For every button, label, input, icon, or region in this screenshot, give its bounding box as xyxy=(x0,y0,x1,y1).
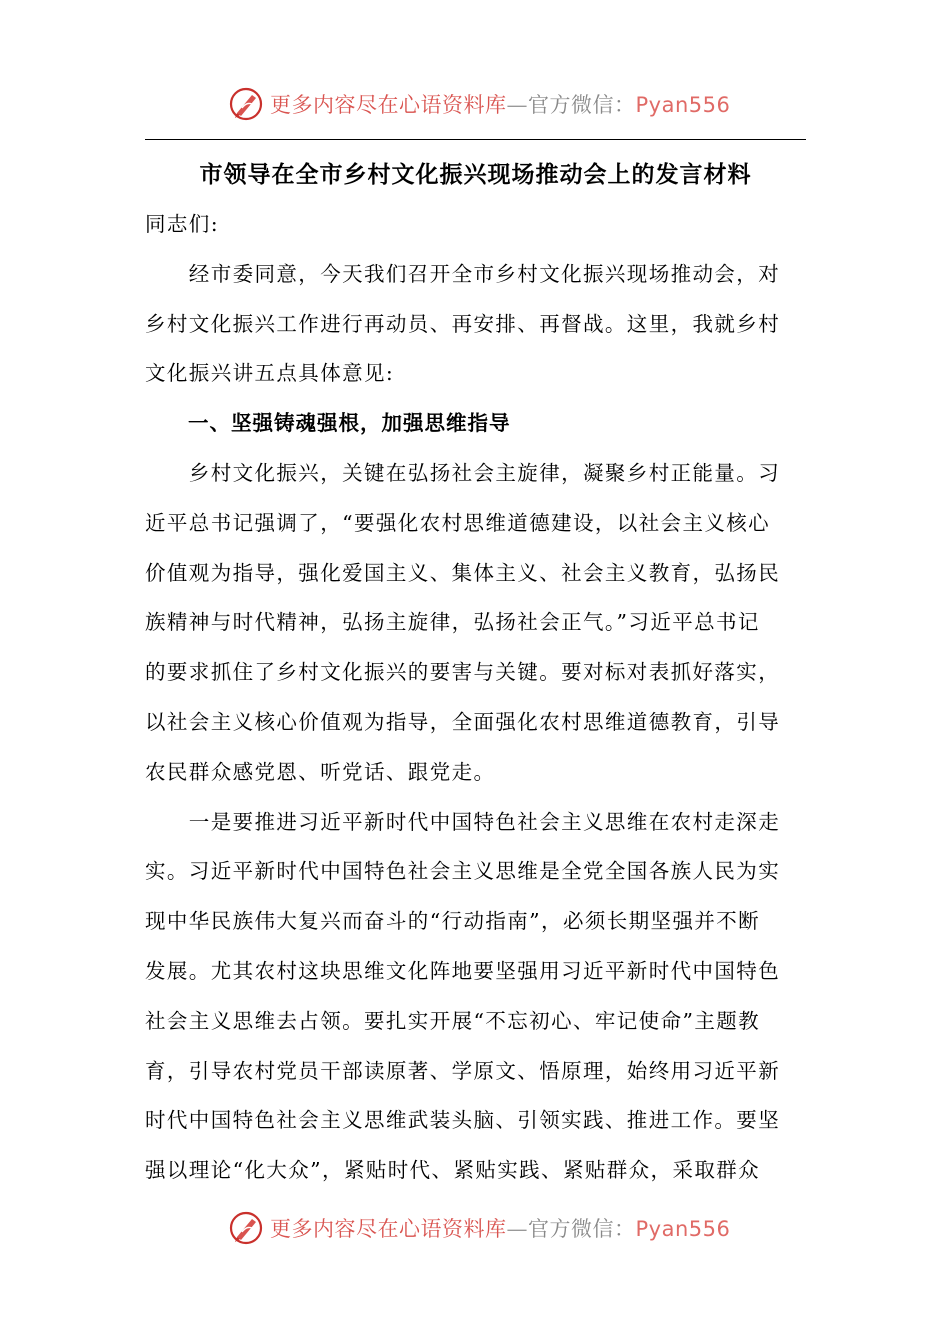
body-text-line: 近平总书记强调了，“要强化农村思维道德建设，以社会主义核心 xyxy=(145,510,771,535)
banner-main-text: 更多内容尽在心语资料库 xyxy=(270,1217,507,1241)
banner-official-text: 官方微信： xyxy=(528,93,636,117)
body-text-line: 时代中国特色社会主义思维武装头脑、引领实践、推进工作。要坚 xyxy=(145,1108,781,1133)
body-text-line: 文化振兴讲五点具体意见: xyxy=(145,361,395,386)
banner-wechat-id: Pyan556 xyxy=(635,1217,731,1241)
document-title: 市领导在全市乡村文化振兴现场推动会上的发言材料 xyxy=(199,162,752,188)
body-text-line: 一是要推进习近平新时代中国特色社会主义思维在农村走深走 xyxy=(145,809,781,834)
body-text-line: 价值观为指导，强化爱国主义、集体主义、社会主义教育，弘扬民 xyxy=(145,560,781,585)
pen-logo-icon xyxy=(228,86,264,122)
body-text-line: 社会主义思维去占领。要扎实开展“不忘初心、牢记使命”主题教 xyxy=(145,1008,761,1033)
banner-dash: — xyxy=(506,93,528,117)
header-watermark-banner xyxy=(0,84,950,124)
body-text-line: 发展。尤其农村这块思维文化阵地要坚强用习近平新时代中国特色 xyxy=(145,959,781,983)
section-heading: 一、坚强铸魂强根，加强思维指导 xyxy=(145,411,511,436)
banner-main-text: 更多内容尽在心语资料库 xyxy=(270,93,507,117)
body-text-line: 育，引导农村党员干部读原著、学原文、悟原理，始终用习近平新 xyxy=(145,1058,781,1083)
body-text-line: 的要求抓住了乡村文化振兴的要害与关键。要对标对表抓好落实， xyxy=(145,660,781,685)
body-text-line: 实。习近平新时代中国特色社会主义思维是全党全国各族人民为实 xyxy=(145,859,781,884)
body-text-line: 以社会主义核心价值观为指导，全面强化农村思维道德教育，引导 xyxy=(145,710,781,734)
body-text-line: 族精神与时代精神，弘扬主旋律，弘扬社会正气。”习近平总书记 xyxy=(145,610,760,635)
body-text-line: 经市委同意，今天我们召开全市乡村文化振兴现场推动会，对 xyxy=(145,261,781,286)
banner-dash: — xyxy=(506,1217,528,1241)
banner-official-text: 官方微信： xyxy=(528,1217,636,1241)
footer-watermark-banner xyxy=(0,1208,950,1248)
body-text-line: 强以理论“化大众”，紧贴时代、紧贴实践、紧贴群众，采取群众 xyxy=(145,1158,761,1183)
banner-wechat-id: Pyan556 xyxy=(635,93,731,117)
pen-logo-icon xyxy=(228,1210,264,1246)
header-banner-text xyxy=(270,89,730,119)
body-text-line: 现中华民族伟大复兴而奋斗的“行动指南”，必须长期坚强并不断 xyxy=(145,909,761,934)
header-divider xyxy=(145,139,806,140)
body-text-line: 农民群众感党恩、听党话、跟党走。 xyxy=(145,759,496,784)
body-text-line: 同志们: xyxy=(145,212,220,236)
body-text-line: 乡村文化振兴工作进行再动员、再安排、再督战。这里，我就乡村 xyxy=(145,311,781,336)
body-text-line: 乡村文化振兴，关键在弘扬社会主旋律，凝聚乡村正能量。习 xyxy=(145,461,781,485)
footer-banner-text xyxy=(270,1213,730,1243)
